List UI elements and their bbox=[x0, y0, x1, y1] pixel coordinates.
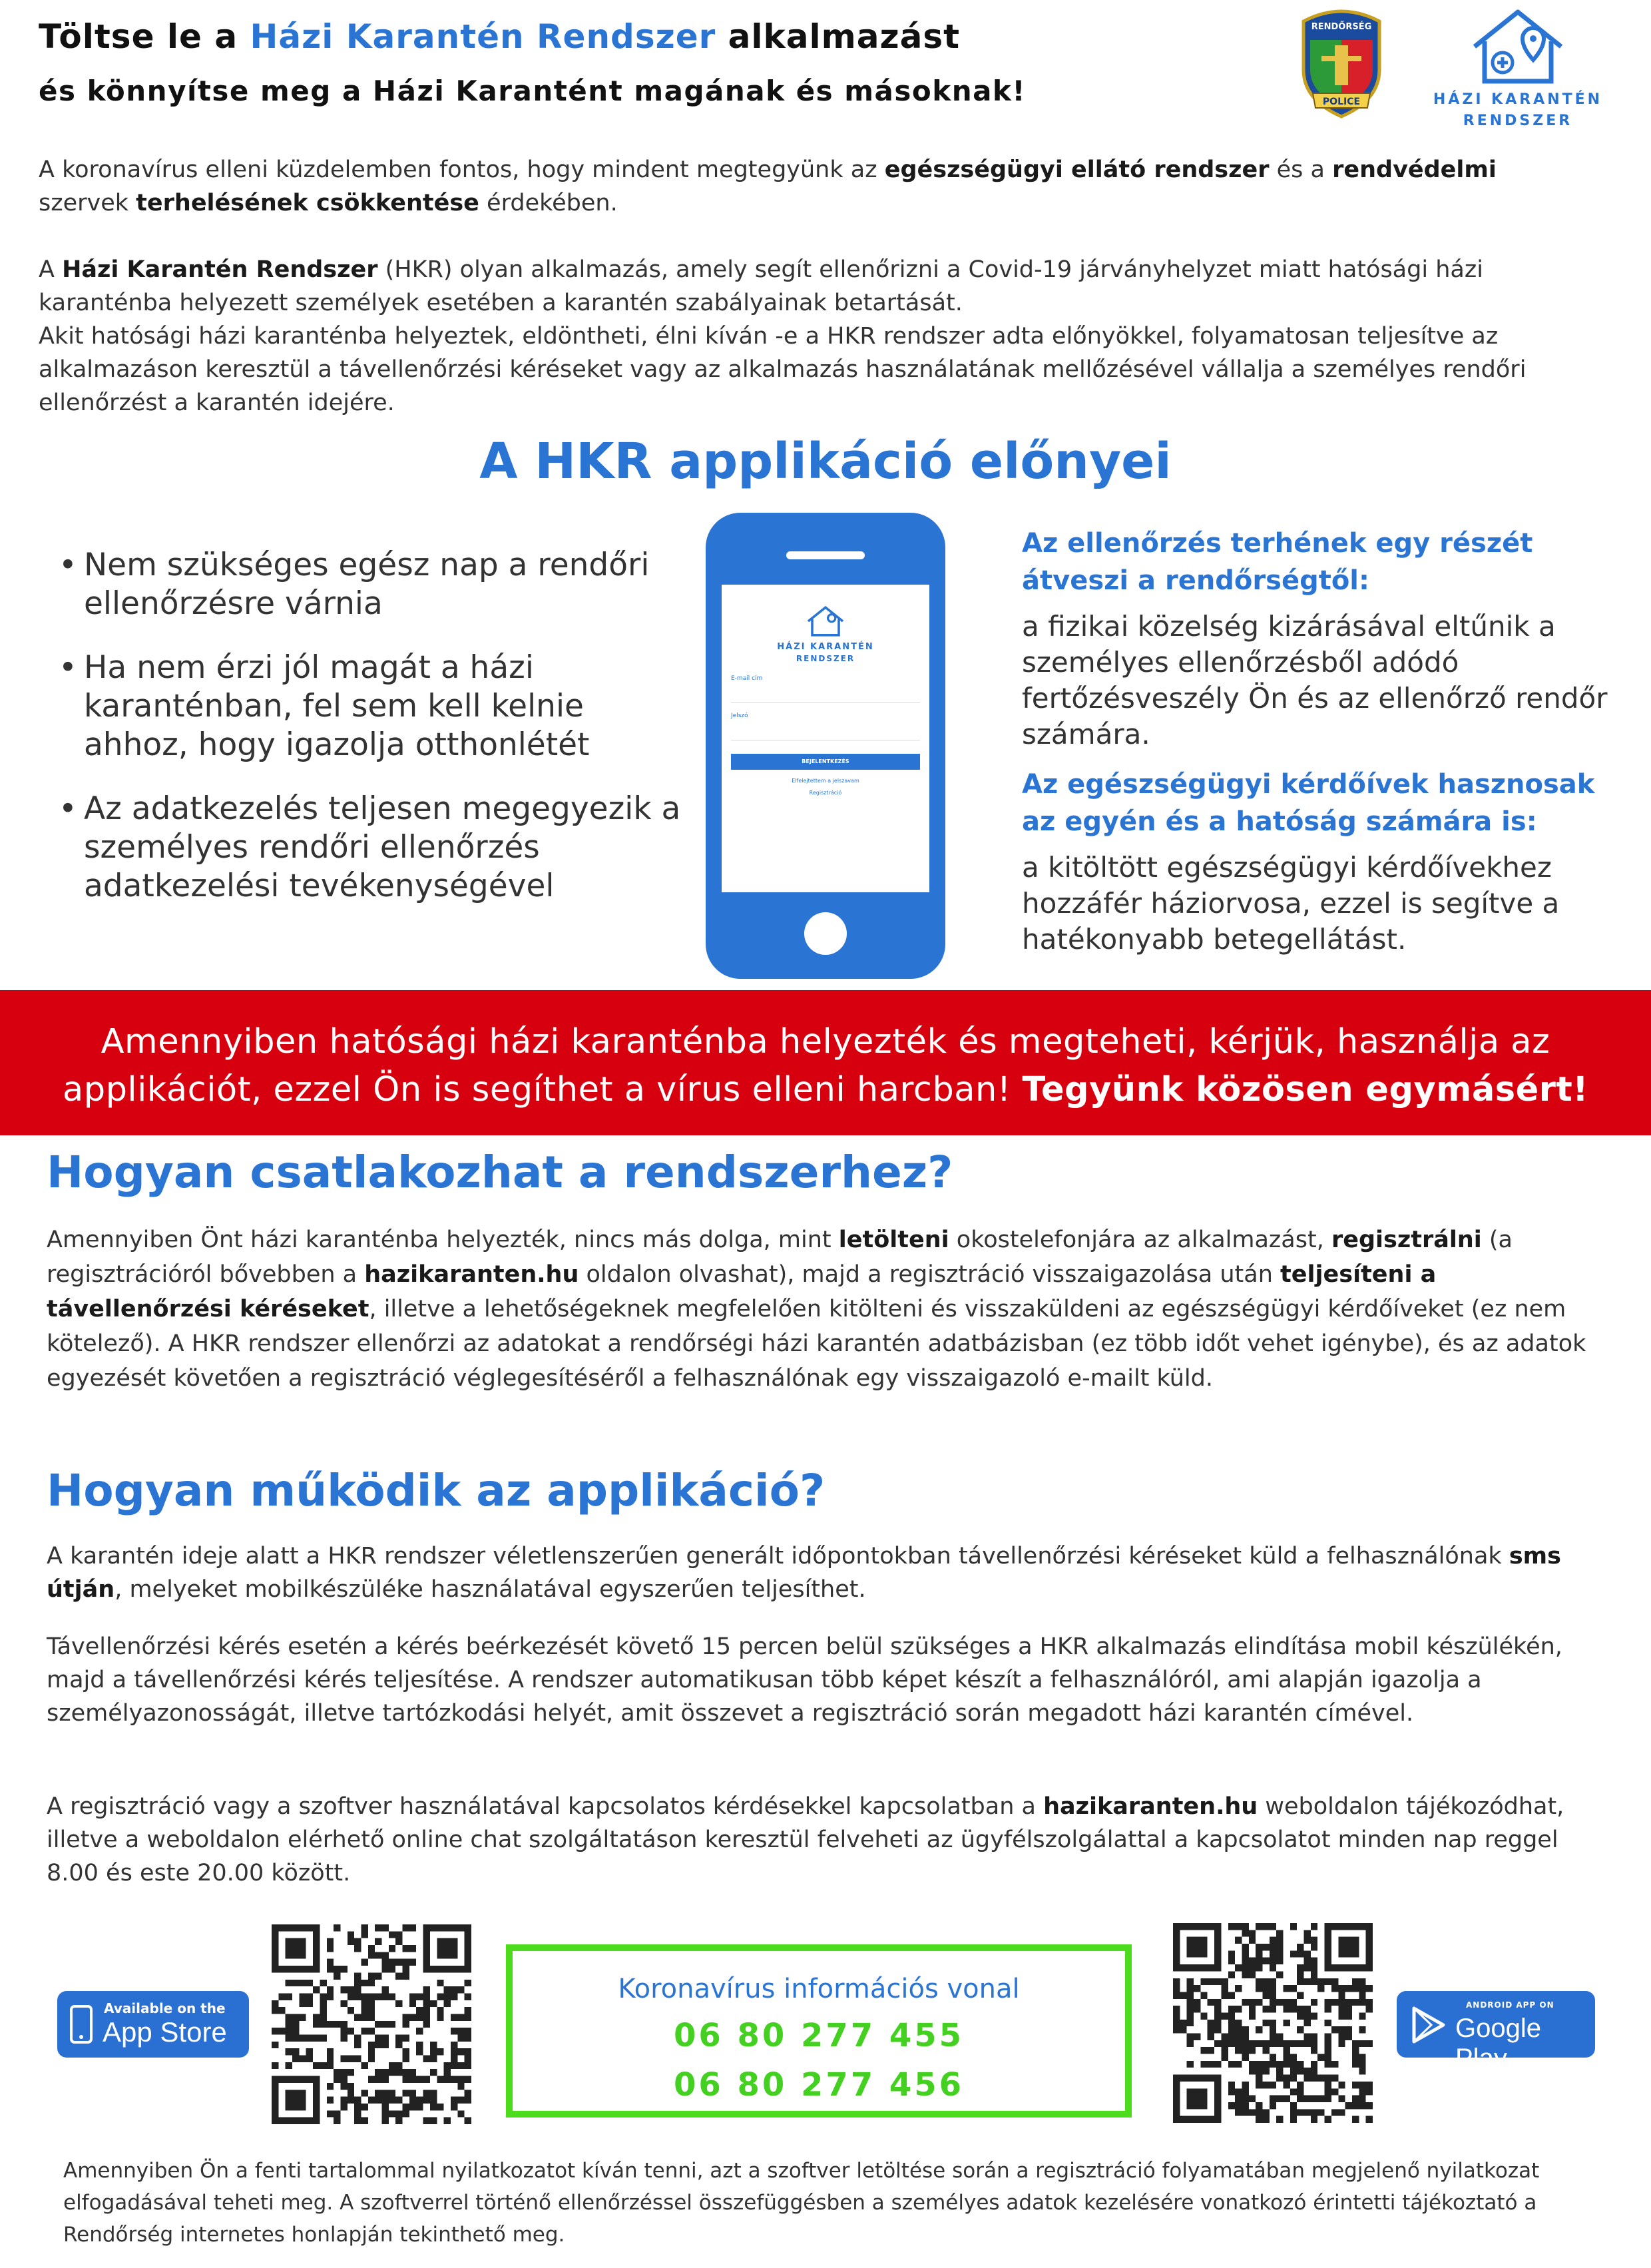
qr-code-app-store[interactable] bbox=[272, 1924, 471, 2124]
screen-logo-line2: RENDSZER bbox=[796, 654, 855, 663]
call-to-action-band: Amennyiben hatósági házi karanténba helyezték és megteheti, kérjük, használja az applikációt, ezzel Ön is segíthet a vírus elleni harcban! Tegyünk közösen egymásért! bbox=[0, 990, 1651, 1135]
screen-house-icon bbox=[806, 603, 845, 639]
right-heading-2: Az egészségügyi kérdőívek hasznosak az egyén és a hatóság számára is: bbox=[1022, 769, 1595, 837]
join-title: Hogyan csatlakozhat a rendszerhez? bbox=[47, 1147, 953, 1198]
benefits-list bbox=[53, 546, 686, 931]
benefits-title: A HKR applikáció előnyei bbox=[479, 433, 1172, 490]
header-title: Töltse le a Házi Karantén Rendszer alkalmazást bbox=[39, 17, 961, 56]
info-line-phone-2[interactable]: 06 80 277 456 bbox=[673, 2066, 965, 2104]
info-line-title: Koronavírus információs vonal bbox=[618, 1974, 1020, 2004]
benefit-item: • Ha nem érzi jól magát a házi karanténban, fel sem kell kelnie ahhoz, hogy igazolja otthonlétét bbox=[53, 649, 686, 764]
phone-icon bbox=[69, 2004, 93, 2044]
right-heading-1: Az ellenőrzés terhének egy részét átveszi a rendőrségtől: bbox=[1022, 528, 1533, 596]
screen-password-label: Jelszó bbox=[731, 712, 748, 719]
app-store-big-text: App Store bbox=[103, 2016, 227, 2048]
screen-email-label: E-mail cím bbox=[731, 675, 763, 682]
screen-register-link[interactable]: Regisztráció bbox=[809, 790, 842, 796]
badge-top-text: RENDŐRSÉG bbox=[1311, 22, 1372, 32]
benefit-item: • Nem szükséges egész nap a rendőri ellenőrzésre várnia bbox=[53, 546, 686, 623]
phone-screen bbox=[722, 585, 929, 892]
google-play-button[interactable] bbox=[1397, 1991, 1595, 2073]
info-line-box bbox=[506, 1944, 1132, 2118]
google-play-small-text: ANDROID APP ON bbox=[1466, 2000, 1554, 2010]
benefit-item: • Az adatkezelés teljesen megegyezik a személyes rendőri ellenőrzés adatkezelési tevékenységével bbox=[53, 790, 686, 906]
header-subtitle: és könnyítse meg a Házi Karantént magának és másoknak! bbox=[39, 75, 1027, 107]
join-paragraph: Amennyiben Önt házi karanténba helyezték, nincs más dolga, mint letölteni okostelefonjára az alkalmazást, regisztrálni (a regisztrációról bővebben a hazikaranten.hu oldalon olvashat), majd a regisztráció visszaigazolása után teljesíteni a távellenőrzési kéréseket, illetve a lehetőségeknek megfelelően kitölteni és visszaküldeni az egészségügyi kérdőíveket (ez nem kötelező). A HKR rendszer ellenőrzi az adatokat a rendőrségi házi karantén adatbázisban (ez több időt vehet igénybe), és az adatok egyezését követően a regisztráció véglegesítéséről a felhasználónak egy visszaigazoló e-mailt küld. bbox=[47, 1227, 1586, 1392]
how-paragraph-3: A regisztráció vagy a szoftver használatával kapcsolatos kérdésekkel kapcsolatban a hazikaranten.hu weboldalon tájékozódhat, illetve a weboldalon elérhető online chat szolgáltatáson keresztül felveheti az ügyfélszolgálattal a kapcsolatot minden nap reggel 8.00 és este 20.00 között. bbox=[47, 1793, 1564, 1886]
right-body-1: a fizikai közelség kizárásával eltűnik a személyes ellenőrzésből adódó fertőzésveszély Ön és az ellenőrző rendőr számára. bbox=[1022, 610, 1608, 750]
call-to-action-bold: Tegyünk közösen egymásért! bbox=[1022, 1070, 1589, 1109]
header-title-accent: Házi Karantén Rendszer bbox=[250, 17, 716, 56]
screen-password-input[interactable] bbox=[731, 723, 920, 740]
app-store-small-text: Available on the bbox=[104, 2000, 226, 2016]
footer-disclaimer: Amennyiben Ön a fenti tartalommal nyilatkozatot kíván tenni, azt a szoftver letöltése során a regisztráció folyamatában megjelenő nyilatkozat elfogadásával teheti meg. A szoftverrel történő ellenőrzéssel összefüggésben a személyes adatok kezelésére vonatkozó érintetti tájékoztató a Rendőrség internetes honlapján tekinthető meg. bbox=[63, 2159, 1540, 2247]
info-line-phone-1[interactable]: 06 80 277 455 bbox=[673, 2017, 965, 2054]
play-icon bbox=[1411, 2006, 1446, 2044]
phone-speaker bbox=[786, 551, 865, 559]
phone-illustration bbox=[706, 513, 945, 979]
police-badge-logo bbox=[1298, 7, 1385, 120]
badge-police-text: POLICE bbox=[1322, 97, 1361, 107]
intro-paragraph-3: Akit hatósági házi karanténba helyeztek, eldöntheti, élni kíván -e a HKR rendszer adta előnyökkel, folyamatosan teljesítve az alkalmazáson keresztül a távellenőrzési kéréseket vagy az alkalmazás használatának mellőzésével vállalja a személyes rendőri ellenőrzést a karantén idejére. bbox=[39, 323, 1527, 416]
right-body-2: a kitöltött egészségügyi kérdőívekhez hozzáfér háziorvosa, ezzel is segítve a hatékonyabb betegellátást. bbox=[1022, 851, 1560, 956]
screen-forgot-link[interactable]: Elfelejtettem a jelszavam bbox=[792, 778, 859, 784]
intro-paragraph-2: A Házi Karantén Rendszer (HKR) olyan alkalmazás, amely segít ellenőrizni a Covid-19 járványhelyzet miatt hatósági házi karanténba helyezett személyek esetében a karantén szabályainak betartását. bbox=[39, 256, 1483, 316]
hkr-logo bbox=[1431, 7, 1604, 133]
hkr-logo-line1: HÁZI KARANTÉN bbox=[1433, 91, 1603, 108]
how-paragraph-1: A karantén ideje alatt a HKR rendszer véletlenszerűen generált időpontokban távellenőrzési kéréseket küld a felhasználónak sms útján, melyeket mobilkészüléke használatával egyszerűen teljesíthet. bbox=[47, 1543, 1561, 1603]
intro-paragraph-1: A koronavírus elleni küzdelemben fontos, hogy mindent megtegyünk az egészségügyi ellátó rendszer és a rendvédelmi szervek terhelésének csökkentése érdekében. bbox=[39, 156, 1497, 216]
qr-code-google-play[interactable] bbox=[1173, 1923, 1373, 2123]
how-title: Hogyan működik az applikáció? bbox=[47, 1465, 826, 1516]
house-pin-icon bbox=[1468, 7, 1568, 87]
screen-logo-line1: HÁZI KARANTÉN bbox=[777, 642, 874, 652]
app-store-button[interactable] bbox=[57, 1991, 249, 2058]
right-column bbox=[1022, 525, 1634, 958]
phone-home-button bbox=[804, 912, 847, 955]
screen-email-input[interactable] bbox=[731, 686, 920, 703]
google-play-big-text: Google Play bbox=[1455, 2014, 1541, 2073]
screen-login-button[interactable]: BEJELENTKEZÉS bbox=[731, 754, 920, 770]
how-paragraph-2: Távellenőrzési kérés esetén a kérés beérkezését követő 15 percen belül szükséges a HKR alkalmazás elindítása mobil készülékén, majd a távellenőrzési kérés teljesítése. A rendszer automatikusan több képet készít a felhasználóról, ami alapján igazolja a személyazonosságát, illetve tartózkodási helyét, amit összevet a regisztráció során megadott házi karantén címével. bbox=[47, 1633, 1562, 1727]
hkr-logo-line2: RENDSZER bbox=[1463, 113, 1573, 129]
